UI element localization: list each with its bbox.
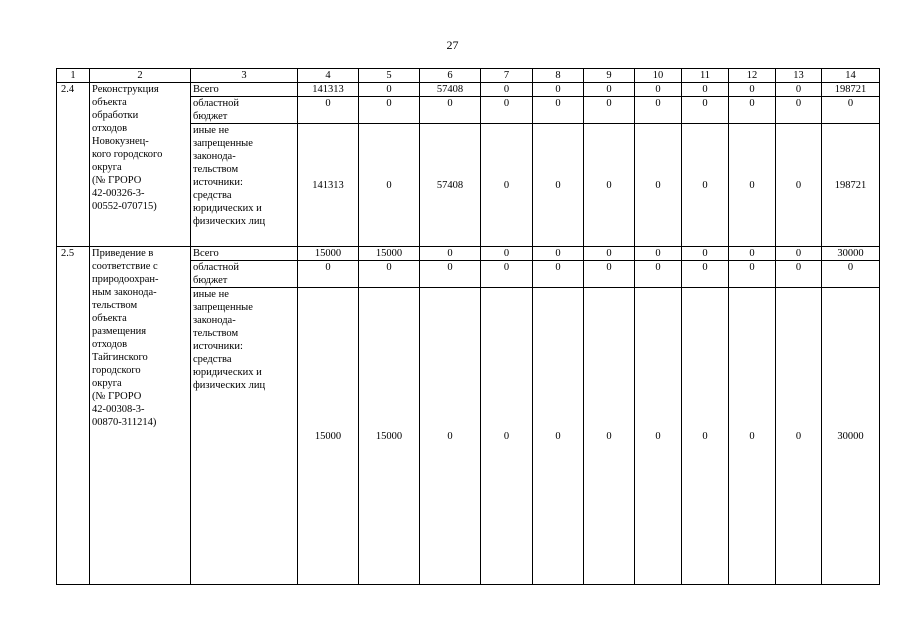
section-index: 2.4 <box>57 83 90 247</box>
value-cell: 0 <box>729 288 776 585</box>
text-line: Тайгинского <box>92 352 148 363</box>
text-line: кого городского <box>92 149 163 160</box>
value-cell: 0 <box>584 261 635 288</box>
value-cell: 0 <box>822 97 880 124</box>
text-line: законода- <box>193 151 236 162</box>
funding-source <box>191 247 298 261</box>
value-cell: 0 <box>635 124 682 247</box>
value-cell: 0 <box>776 247 822 261</box>
text-line: средства <box>193 190 232 201</box>
value-cell: 0 <box>776 83 822 97</box>
budget-table <box>56 68 880 585</box>
text-line: источники: <box>193 177 243 188</box>
value-cell: 0 <box>420 261 481 288</box>
section-name <box>90 247 191 585</box>
funding-source <box>191 124 298 247</box>
value-cell: 0 <box>298 261 359 288</box>
value-cell: 0 <box>533 124 584 247</box>
value-cell: 0 <box>533 261 584 288</box>
value-cell: 0 <box>635 288 682 585</box>
text-line: физических лиц <box>193 380 266 391</box>
text-line: 42-00326-3- <box>92 188 145 199</box>
text-line: городского <box>92 365 141 376</box>
text-line: бюджет <box>193 275 228 286</box>
value-cell: 0 <box>729 97 776 124</box>
value-cell: 0 <box>420 97 481 124</box>
text-line: (№ ГРОРО <box>92 175 142 186</box>
text-line: обработки <box>92 110 139 121</box>
column-header: 5 <box>359 69 420 83</box>
text-line: областной <box>193 262 239 273</box>
text-line: запрещенные <box>193 302 253 313</box>
text-line: Всего <box>193 248 219 259</box>
text-line: объекта <box>92 313 127 324</box>
text-line: бюджет <box>193 111 228 122</box>
text-line: 42-00308-3- <box>92 404 145 415</box>
value-cell: 0 <box>776 97 822 124</box>
value-cell: 0 <box>420 288 481 585</box>
column-header: 4 <box>298 69 359 83</box>
column-header: 1 <box>57 69 90 83</box>
text-line: юридических и <box>193 203 262 214</box>
text-line: физических лиц <box>193 216 266 227</box>
value-cell: 0 <box>682 97 729 124</box>
column-header: 7 <box>481 69 533 83</box>
section-name <box>90 83 191 247</box>
value-cell: 0 <box>481 261 533 288</box>
funding-source <box>191 288 298 585</box>
text-line: размещения <box>92 326 147 337</box>
value-cell: 0 <box>533 247 584 261</box>
page-number: 27 <box>446 38 459 52</box>
value-cell: 0 <box>481 247 533 261</box>
value-cell: 0 <box>682 288 729 585</box>
value-cell: 198721 <box>822 83 880 97</box>
column-header: 3 <box>191 69 298 83</box>
text-line: округа <box>92 162 122 173</box>
value-cell: 0 <box>359 97 420 124</box>
column-header: 13 <box>776 69 822 83</box>
value-cell: 0 <box>481 288 533 585</box>
value-cell: 0 <box>776 261 822 288</box>
table-row <box>57 247 880 261</box>
text-line: областной <box>193 98 239 109</box>
value-cell: 0 <box>533 97 584 124</box>
text-line: объекта <box>92 97 127 108</box>
text-line: ным законода- <box>92 287 157 298</box>
text-line: (№ ГРОРО <box>92 391 142 402</box>
value-cell: 0 <box>298 97 359 124</box>
value-cell: 0 <box>729 261 776 288</box>
value-cell: 0 <box>420 247 481 261</box>
funding-source <box>191 97 298 124</box>
value-cell: 0 <box>481 124 533 247</box>
column-header: 8 <box>533 69 584 83</box>
text-line: природоохран- <box>92 274 159 285</box>
text-line: иные не <box>193 125 229 136</box>
value-cell: 0 <box>776 124 822 247</box>
text-line: отходов <box>92 123 128 134</box>
value-cell: 0 <box>682 261 729 288</box>
value-cell: 0 <box>584 97 635 124</box>
value-cell: 0 <box>635 247 682 261</box>
column-header: 12 <box>729 69 776 83</box>
text-line: законода- <box>193 315 236 326</box>
funding-source <box>191 83 298 97</box>
value-cell: 0 <box>533 288 584 585</box>
value-cell: 57408 <box>420 124 481 247</box>
text-line: Реконструкция <box>92 84 159 95</box>
value-cell: 0 <box>635 97 682 124</box>
text-line: Всего <box>193 84 219 95</box>
value-cell: 141313 <box>298 124 359 247</box>
value-cell: 0 <box>359 83 420 97</box>
text-line: источники: <box>193 341 243 352</box>
text-line: юридических и <box>193 367 262 378</box>
value-cell: 0 <box>729 247 776 261</box>
text-line: средства <box>193 354 232 365</box>
text-line: Новокузнец- <box>92 136 149 147</box>
value-cell: 0 <box>533 83 584 97</box>
value-cell: 0 <box>359 261 420 288</box>
value-cell: 30000 <box>822 247 880 261</box>
value-cell: 0 <box>682 124 729 247</box>
text-line: отходов <box>92 339 128 350</box>
table-row <box>57 83 880 97</box>
column-header: 11 <box>682 69 729 83</box>
value-cell: 57408 <box>420 83 481 97</box>
value-cell: 0 <box>682 83 729 97</box>
text-line: 00552-070715) <box>92 201 157 212</box>
column-header: 10 <box>635 69 682 83</box>
text-line: запрещенные <box>193 138 253 149</box>
value-cell: 0 <box>776 288 822 585</box>
text-line: тельством <box>193 328 239 339</box>
value-cell: 0 <box>729 83 776 97</box>
value-cell: 15000 <box>359 247 420 261</box>
value-cell: 0 <box>635 83 682 97</box>
value-cell: 0 <box>822 261 880 288</box>
value-cell: 0 <box>584 247 635 261</box>
text-line: тельством <box>92 300 138 311</box>
value-cell: 0 <box>584 83 635 97</box>
column-header: 14 <box>822 69 880 83</box>
value-cell: 0 <box>635 261 682 288</box>
value-cell: 0 <box>481 97 533 124</box>
text-line: Приведение в <box>92 248 154 259</box>
text-line: округа <box>92 378 122 389</box>
funding-source <box>191 261 298 288</box>
value-cell: 0 <box>682 247 729 261</box>
column-header: 2 <box>90 69 191 83</box>
value-cell: 30000 <box>822 288 880 585</box>
value-cell: 0 <box>359 124 420 247</box>
value-cell: 0 <box>729 124 776 247</box>
section-index: 2.5 <box>57 247 90 585</box>
text-line: тельством <box>193 164 239 175</box>
column-header: 9 <box>584 69 635 83</box>
value-cell: 0 <box>584 124 635 247</box>
value-cell: 15000 <box>359 288 420 585</box>
text-line: соответствие с <box>92 261 158 272</box>
column-header: 6 <box>420 69 481 83</box>
text-line: иные не <box>193 289 229 300</box>
value-cell: 0 <box>584 288 635 585</box>
value-cell: 0 <box>481 83 533 97</box>
text-line: 00870-311214) <box>92 417 157 428</box>
value-cell: 198721 <box>822 124 880 247</box>
value-cell: 15000 <box>298 288 359 585</box>
value-cell: 141313 <box>298 83 359 97</box>
value-cell: 15000 <box>298 247 359 261</box>
table-header-row <box>57 69 880 83</box>
